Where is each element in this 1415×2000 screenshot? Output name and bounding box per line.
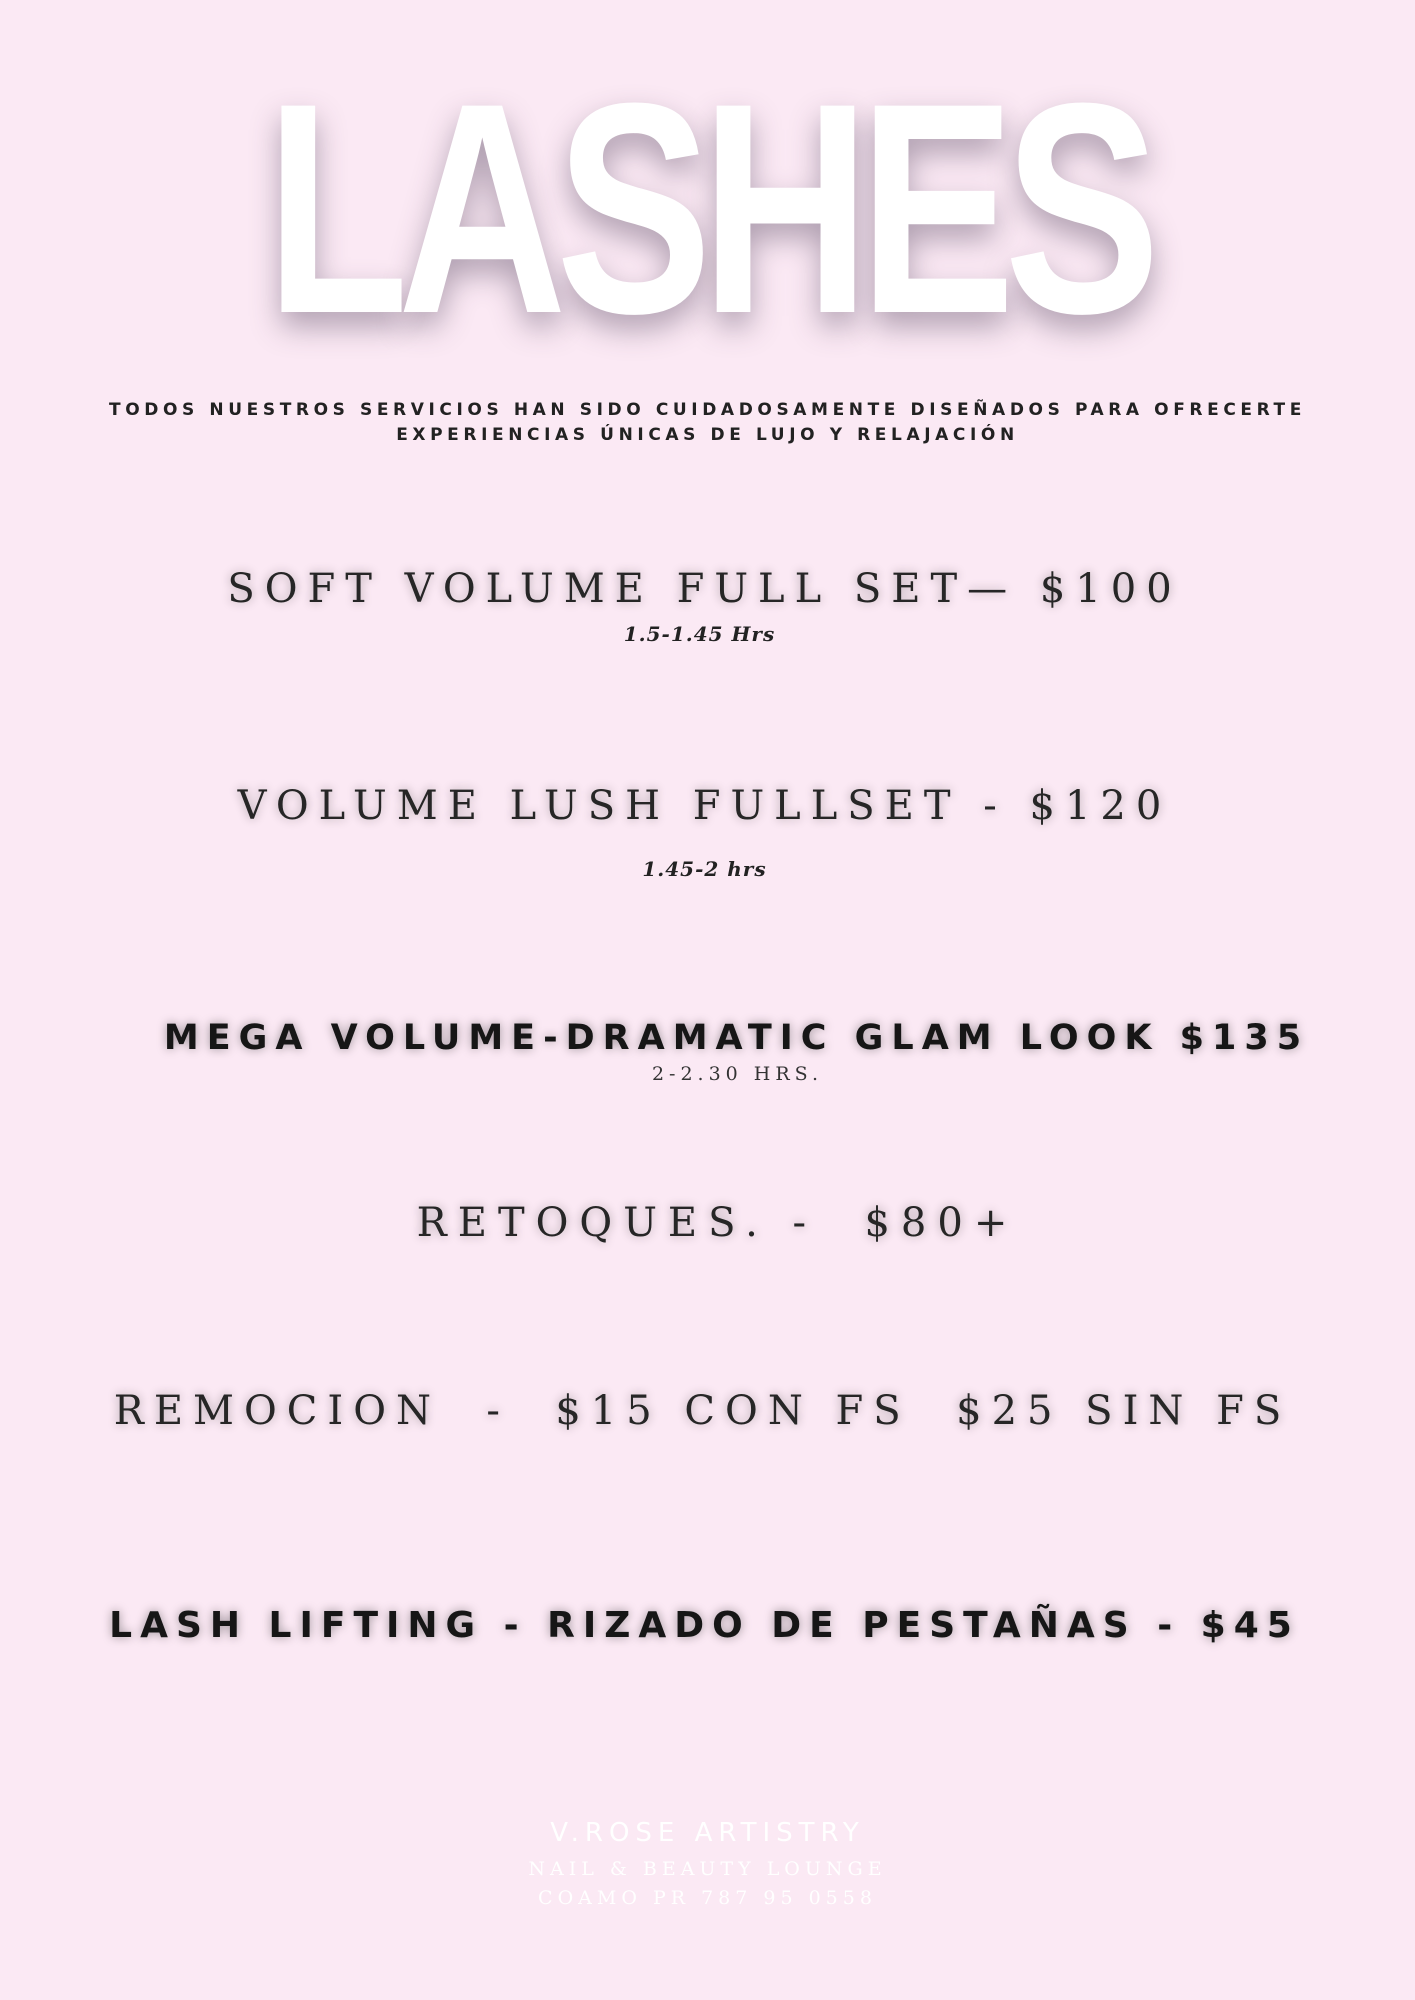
page-title: LASHES (265, 40, 1150, 376)
brand-subtitle: NAIL & BEAUTY LOUNGE (528, 1858, 887, 1880)
service-soft-volume: SOFT VOLUME FULL SET— $100 (227, 566, 1182, 612)
service-soft-volume-duration: 1.5-1.45 Hrs (623, 622, 776, 646)
service-mega-volume-duration: 2-2.30 HRS. (651, 1063, 824, 1085)
tagline-line-1: TODOS NUESTROS SERVICIOS HAN SIDO CUIDADOSAMENTE DISEÑADOS PARA OFRECERTE (109, 400, 1306, 420)
service-retoques: RETOQUES. - $80+ (416, 1200, 1019, 1246)
brand-location: COAMO PR 787 95 0558 (538, 1887, 877, 1909)
brand-name: V.ROSE ARTISTRY (550, 1818, 865, 1848)
tagline (100, 398, 1315, 448)
service-remocion: REMOCION - $15 CON FS $25 SIN FS (113, 1388, 1292, 1434)
service-volume-lush-duration: 1.45-2 hrs (642, 857, 767, 881)
tagline-line-2: EXPERIENCIAS ÚNICAS DE LUJO Y RELAJACIÓN (396, 425, 1019, 445)
service-mega-volume: MEGA VOLUME-DRAMATIC GLAM LOOK $135 (163, 1018, 1310, 1058)
service-lash-lifting: LASH LIFTING - RIZADO DE PESTAÑAS - $45 (109, 1605, 1300, 1646)
service-volume-lush: VOLUME LUSH FULLSET - $120 (237, 783, 1172, 829)
